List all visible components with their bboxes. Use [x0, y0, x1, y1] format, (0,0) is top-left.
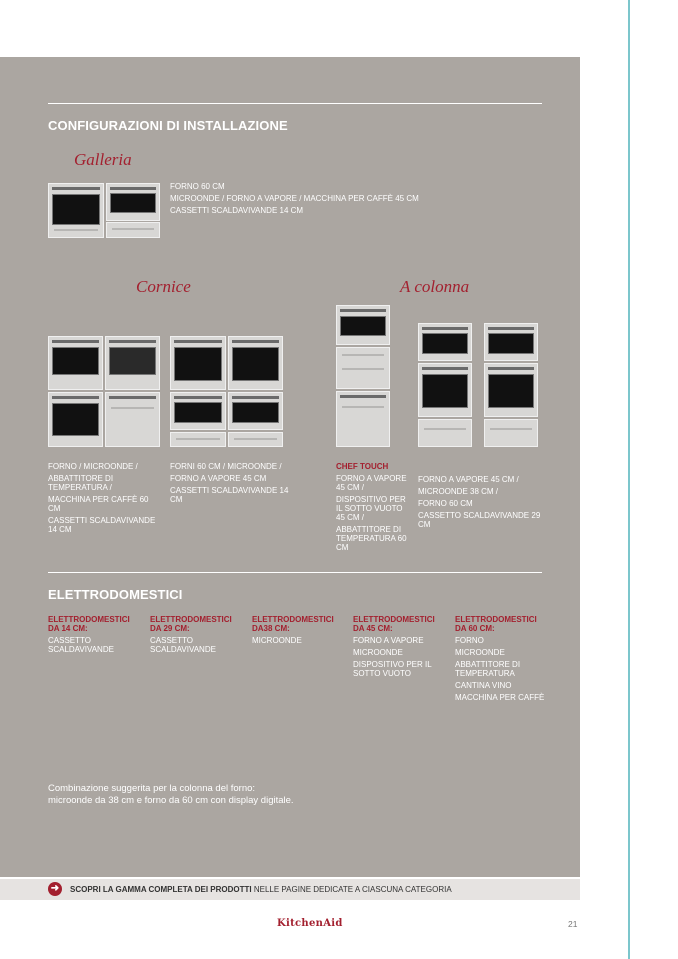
oven-image	[48, 336, 103, 390]
appliance-column-60	[455, 615, 547, 705]
appliance-heading: ELETTRODOMESTICI DA38 CM:	[252, 615, 334, 633]
galleria-line: CASSETTI SCALDAVIVANDE 14 CM	[170, 206, 304, 215]
section-divider	[48, 103, 542, 104]
appliance-column-38	[252, 615, 344, 648]
cornice-left-description	[48, 462, 160, 537]
oven-image	[484, 363, 538, 417]
appliance-column-45	[353, 615, 445, 681]
appliance-heading: ELETTRODOMESTICI DA 60 CM:	[455, 615, 537, 633]
oven-image	[170, 336, 226, 390]
appliance-item: CASSETTO SCALDAVIVANDE	[48, 636, 114, 654]
drawer-image	[484, 419, 538, 447]
acolonna-title: A colonna	[400, 277, 470, 296]
acolonna-left-description	[336, 462, 410, 555]
blast-chiller-image	[105, 392, 160, 447]
kitchenaid-logo: KitchenAid	[277, 918, 343, 929]
appliance-item: ABBATTITORE DI TEMPERATURA	[455, 660, 521, 678]
appliance-item: MACCHINA PER CAFFÈ	[455, 693, 545, 702]
page-edge-rule	[628, 0, 630, 959]
appliance-column-14	[48, 615, 140, 657]
cornice-line: FORNO / MICROONDE /	[48, 462, 138, 471]
drawer-image	[418, 419, 472, 447]
oven-image	[228, 392, 283, 430]
note-line: Combinazione suggerita per la colonna del forno:	[48, 783, 256, 794]
vacuum-drawer-image	[336, 347, 390, 389]
section-divider	[48, 572, 542, 573]
appliance-item: CASSETTO SCALDAVIVANDE	[150, 636, 216, 654]
cornice-line: CASSETTI SCALDAVIVANDE 14 CM	[48, 516, 156, 534]
footer-cta-text[interactable]	[70, 885, 452, 894]
appliance-item: CANTINA VINO	[455, 681, 512, 690]
appliance-item: MICROONDE	[252, 636, 302, 645]
galleria-title: Galleria	[74, 150, 132, 169]
cornice-line: ABBATTITORE DI TEMPERATURA /	[48, 474, 114, 492]
oven-image	[484, 323, 538, 361]
cornice-line: MACCHINA PER CAFFÈ 60 CM	[48, 495, 149, 513]
suggestion-note	[48, 783, 294, 807]
oven-image	[418, 363, 472, 417]
drawer-image	[170, 432, 226, 447]
oven-image	[48, 183, 104, 238]
acolonna-line: DISPOSITIVO PER IL SOTTO VUOTO 45 CM /	[336, 495, 406, 522]
acolonna-line: FORNO 60 CM	[418, 499, 473, 508]
acolonna-line: CASSETTO SCALDAVIVANDE 29 CM	[418, 511, 541, 529]
galleria-description	[170, 182, 470, 218]
acolonna-line: ABBATTITORE DI TEMPERATURA 60 CM	[336, 525, 407, 552]
appliance-item: FORNO A VAPORE	[353, 636, 424, 645]
appliance-column-29	[150, 615, 242, 657]
appliance-item: MICROONDE	[455, 648, 505, 657]
oven-image	[418, 323, 472, 361]
galleria-line: FORNO 60 CM	[170, 182, 225, 191]
cornice-line: CASSETTI SCALDAVIVANDE 14 CM	[170, 486, 289, 504]
appliance-heading: ELETTRODOMESTICI DA 14 CM:	[48, 615, 130, 633]
appliance-item: DISPOSITIVO PER IL SOTTO VUOTO	[353, 660, 432, 678]
drawer-image	[106, 222, 160, 238]
cornice-line: FORNI 60 CM / MICROONDE /	[170, 462, 282, 471]
appliance-item: MICROONDE	[353, 648, 403, 657]
appliance-item: FORNO	[455, 636, 484, 645]
cornice-right-description	[170, 462, 295, 507]
oven-image	[170, 392, 226, 430]
chef-touch-heading: CHEF TOUCH	[336, 462, 389, 471]
cta-rest: NELLE PAGINE DEDICATE A CIASCUNA CATEGORIA	[251, 885, 452, 894]
blast-chiller-image	[336, 391, 390, 447]
section-title-configurazioni: CONFIGURAZIONI DI INSTALLAZIONE	[48, 118, 288, 133]
drawer-image	[228, 432, 283, 447]
appliance-heading: ELETTRODOMESTICI DA 45 CM:	[353, 615, 435, 633]
acolonna-line: FORNO A VAPORE 45 CM /	[336, 474, 407, 492]
acolonna-right-description	[418, 475, 543, 532]
appliance-heading: ELETTRODOMESTICI DA 29 CM:	[150, 615, 232, 633]
acolonna-line: MICROONDE 38 CM /	[418, 487, 499, 496]
section-title-elettrodomestici: ELETTRODOMESTICI	[48, 587, 183, 602]
galleria-line: MICROONDE / FORNO A VAPORE / MACCHINA PER CAFFÈ 45 CM	[170, 194, 419, 203]
oven-image	[228, 336, 283, 390]
cornice-line: FORNO A VAPORE 45 CM	[170, 474, 267, 483]
acolonna-line: FORNO A VAPORE 45 CM /	[418, 475, 519, 484]
note-line: microonde da 38 cm e forno da 60 cm con display digitale.	[48, 795, 294, 806]
cornice-title: Cornice	[136, 277, 191, 296]
page-number: 21	[568, 919, 578, 929]
oven-image	[48, 392, 103, 447]
coffee-machine-image	[105, 336, 160, 390]
arrow-right-icon[interactable]: ➜	[48, 882, 62, 896]
steam-oven-image	[336, 305, 390, 345]
cta-bold: SCOPRI LA GAMMA COMPLETA DEI PRODOTTI	[70, 885, 252, 894]
oven-image	[106, 183, 160, 221]
